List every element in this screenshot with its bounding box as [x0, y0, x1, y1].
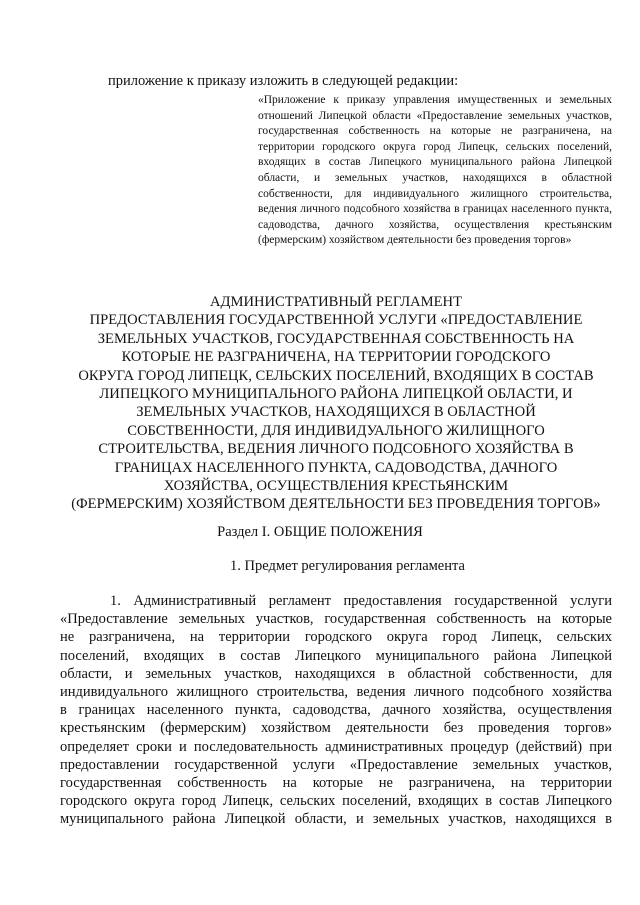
subsection-heading: 1. Предмет регулирования регламента — [230, 558, 465, 574]
title-line: ГРАНИЦАХ НАСЕЛЕННОГО ПУНКТА, САДОВОДСТВА, ДАЧНОГО — [114, 459, 558, 476]
intro-line: приложение к приказу изложить в следующей редакции: — [108, 73, 459, 89]
title-line: ПРЕДОСТАВЛЕНИЯ ГОСУДАРСТВЕННОЙ УСЛУГИ «ПРЕДОСТАВЛЕНИЕ — [89, 312, 583, 329]
paragraph-line: области, и земельных участков, находящихся в областной собственности, для — [60, 665, 612, 682]
regulation-title — [48, 293, 624, 514]
title-line: ЗЕМЕЛЬНЫХ УЧАСТКОВ, НАХОДЯЩИХСЯ В ОБЛАСТНОЙ — [136, 404, 536, 421]
section-heading: Раздел I. ОБЩИЕ ПОЛОЖЕНИЯ — [217, 524, 423, 540]
paragraph-line: предоставлении государственной услуги «Предоставление земельных участков, — [60, 756, 612, 773]
paragraph-line: 1. Административный регламент предоставления государственной услуги — [110, 593, 612, 609]
paragraph-line: не разграничена, на территории городского округа город Липецк, сельских — [60, 629, 612, 646]
paragraph-line: поселений, входящих в состав Липецкого муниципального района Липецкой — [60, 647, 612, 664]
paragraph-1 — [60, 592, 612, 829]
paragraph-line: крестьянским (фермерским) хозяйством деятельности без проведения торгов» — [60, 720, 612, 737]
title-line: ХОЗЯЙСТВА, ОСУЩЕСТВЛЕНИЯ КРЕСТЬЯНСКИМ — [163, 478, 509, 495]
title-line: ЛИПЕЦКОГО МУНИЦИПАЛЬНОГО РАЙОНА ЛИПЕЦКОЙ ОБЛАСТИ, И — [99, 386, 573, 403]
title-line: ЗЕМЕЛЬНЫХ УЧАСТКОВ, ГОСУДАРСТВЕННАЯ СОБСТВЕННОСТЬ НА — [97, 330, 575, 347]
paragraph-line: в границах населенного пункта, садоводства, дачного хозяйства, осуществления — [60, 702, 612, 719]
paragraph-line: определяет сроки и последовательность административных процедур (действий) при — [60, 738, 612, 755]
appendix-reference: «Приложение к приказу управления имущественных и земельных отношений Липецкой области «Предоставление земельных участков, государственная собственность на которые не разграничена, на территории городского округа город Липецк, сельских поселений, входящих в состав Липецкого муниципального района Липецкой области, и земельных участков, находящихся в областной собственности, для индивидуального жилищного строительства, ведения личного подсобного хозяйства в границах населенного пункта, садоводства, дачного хозяйства, осуществления крестьянским (фермерским) хозяйством деятельности без проведения торгов» — [258, 94, 612, 247]
paragraph-line: государственная собственность на которые не разграничена, на территории — [60, 775, 612, 792]
title-line: СТРОИТЕЛЬСТВА, ВЕДЕНИЯ ЛИЧНОГО ПОДСОБНОГО ХОЗЯЙСТВА В — [98, 441, 574, 458]
title-line: КОТОРЫЕ НЕ РАЗГРАНИЧЕНА, НА ТЕРРИТОРИИ ГОРОДСКОГО — [121, 349, 551, 366]
paragraph-line: городского округа город Липецк, сельских поселений, входящих в состав Липецкого — [60, 793, 612, 810]
title-line: АДМИНИСТРАТИВНЫЙ РЕГЛАМЕНТ — [209, 294, 463, 310]
paragraph-line: муниципального района Липецкой области, и земельных участков, находящихся в — [60, 811, 612, 828]
paragraph-line: «Предоставление земельных участков, государственная собственность на которые — [60, 611, 612, 628]
title-line: СОБСТВЕННОСТИ, ДЛЯ ИНДИВИДУАЛЬНОГО ЖИЛИЩНОГО — [127, 422, 545, 439]
title-line: ОКРУГА ГОРОД ЛИПЕЦК, СЕЛЬСКИХ ПОСЕЛЕНИЙ, ВХОДЯЩИХ В СОСТАВ — [78, 367, 594, 384]
paragraph-line: индивидуального жилищного строительства, ведения личного подсобного хозяйства — [60, 684, 612, 701]
title-line: (ФЕРМЕРСКИМ) ХОЗЯЙСТВОМ ДЕЯТЕЛЬНОСТИ БЕЗ ПРОВЕДЕНИЯ ТОРГОВ» — [71, 496, 601, 513]
